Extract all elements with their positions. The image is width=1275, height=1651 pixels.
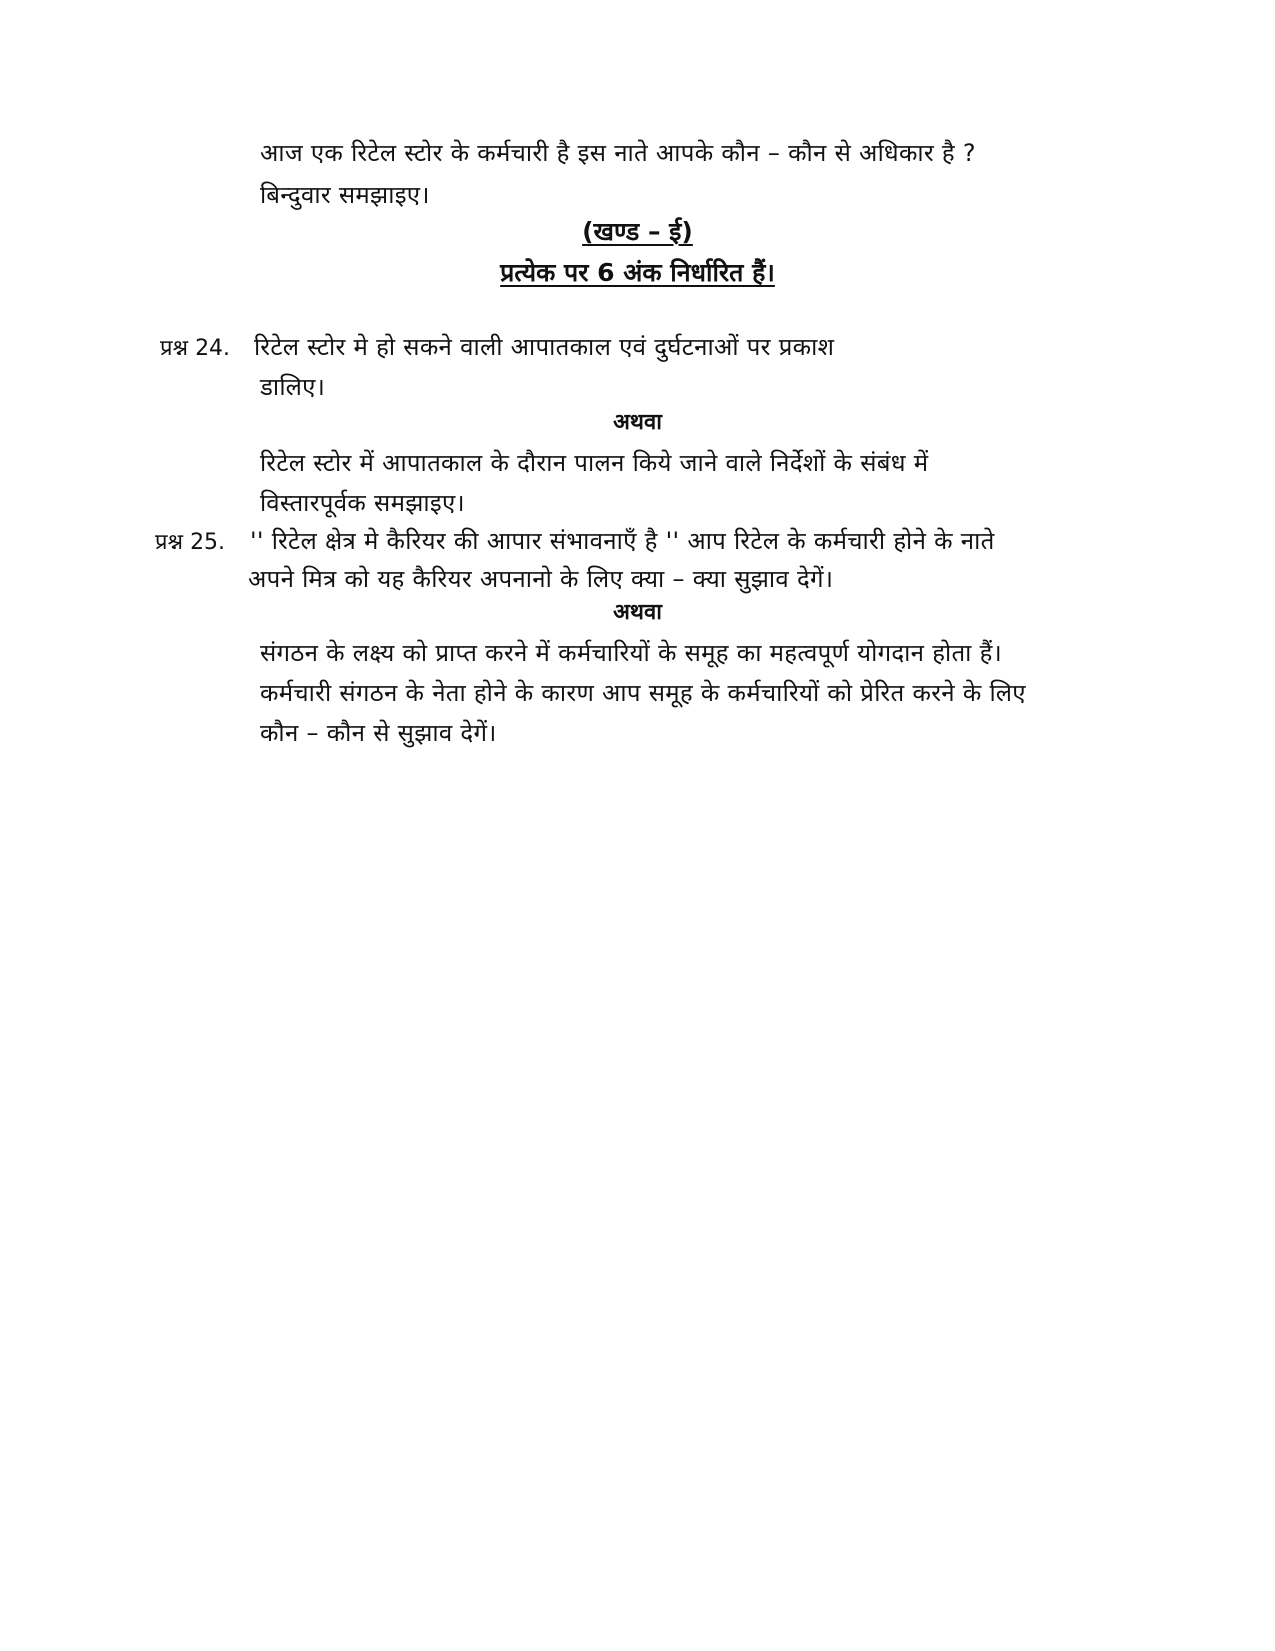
section-title: (खण्ड – ई) bbox=[582, 217, 693, 246]
question-25-alt-line-2: कर्मचारी संगठन के नेता होने के कारण आप समूह के कर्मचारियों को प्रेरित करने के लिए bbox=[260, 679, 1026, 707]
question-25-alt-line-1: संगठन के लक्ष्य को प्राप्त करने में कर्मचारियों के समूह का महत्वपूर्ण योगदान होता हैं। bbox=[260, 639, 1003, 667]
question-25-line-2: अपने मित्र को यह कैरियर अपनानो के लिए क्या – क्या सुझाव देगें। bbox=[248, 565, 834, 593]
question-25-label: प्रश्न 25. bbox=[155, 530, 226, 555]
question-24-or-label: अथवा bbox=[613, 410, 662, 435]
intro-line-2: बिन्दुवार समझाइए। bbox=[260, 181, 430, 209]
question-24-label: प्रश्न 24. bbox=[160, 336, 231, 361]
question-25-or-label: अथवा bbox=[613, 600, 662, 625]
intro-line-1: आज एक रिटेल स्टोर के कर्मचारी है इस नाते आपके कौन – कौन से अधिकार है ? bbox=[260, 139, 976, 167]
question-24-line-1: रिटेल स्टोर मे हो सकने वाली आपातकाल एवं दुर्घटनाओं पर प्रकाश bbox=[254, 333, 835, 361]
question-25-alt-line-3: कौन – कौन से सुझाव देगें। bbox=[260, 719, 497, 747]
question-24-alt-line-2: विस्तारपूर्वक समझाइए। bbox=[260, 489, 465, 517]
question-24-line-2: डालिए। bbox=[260, 373, 326, 401]
question-25-line-1: '' रिटेल क्षेत्र मे कैरियर की आपार संभावनाएँ है '' आप रिटेल के कर्मचारी होने के नाते bbox=[250, 527, 995, 555]
section-subtitle: प्रत्येक पर 6 अंक निर्धारित हैं। bbox=[500, 258, 775, 287]
question-24-alt-line-1: रिटेल स्टोर में आपातकाल के दौरान पालन किये जाने वाले निर्देशों के संबंध में bbox=[260, 449, 929, 477]
